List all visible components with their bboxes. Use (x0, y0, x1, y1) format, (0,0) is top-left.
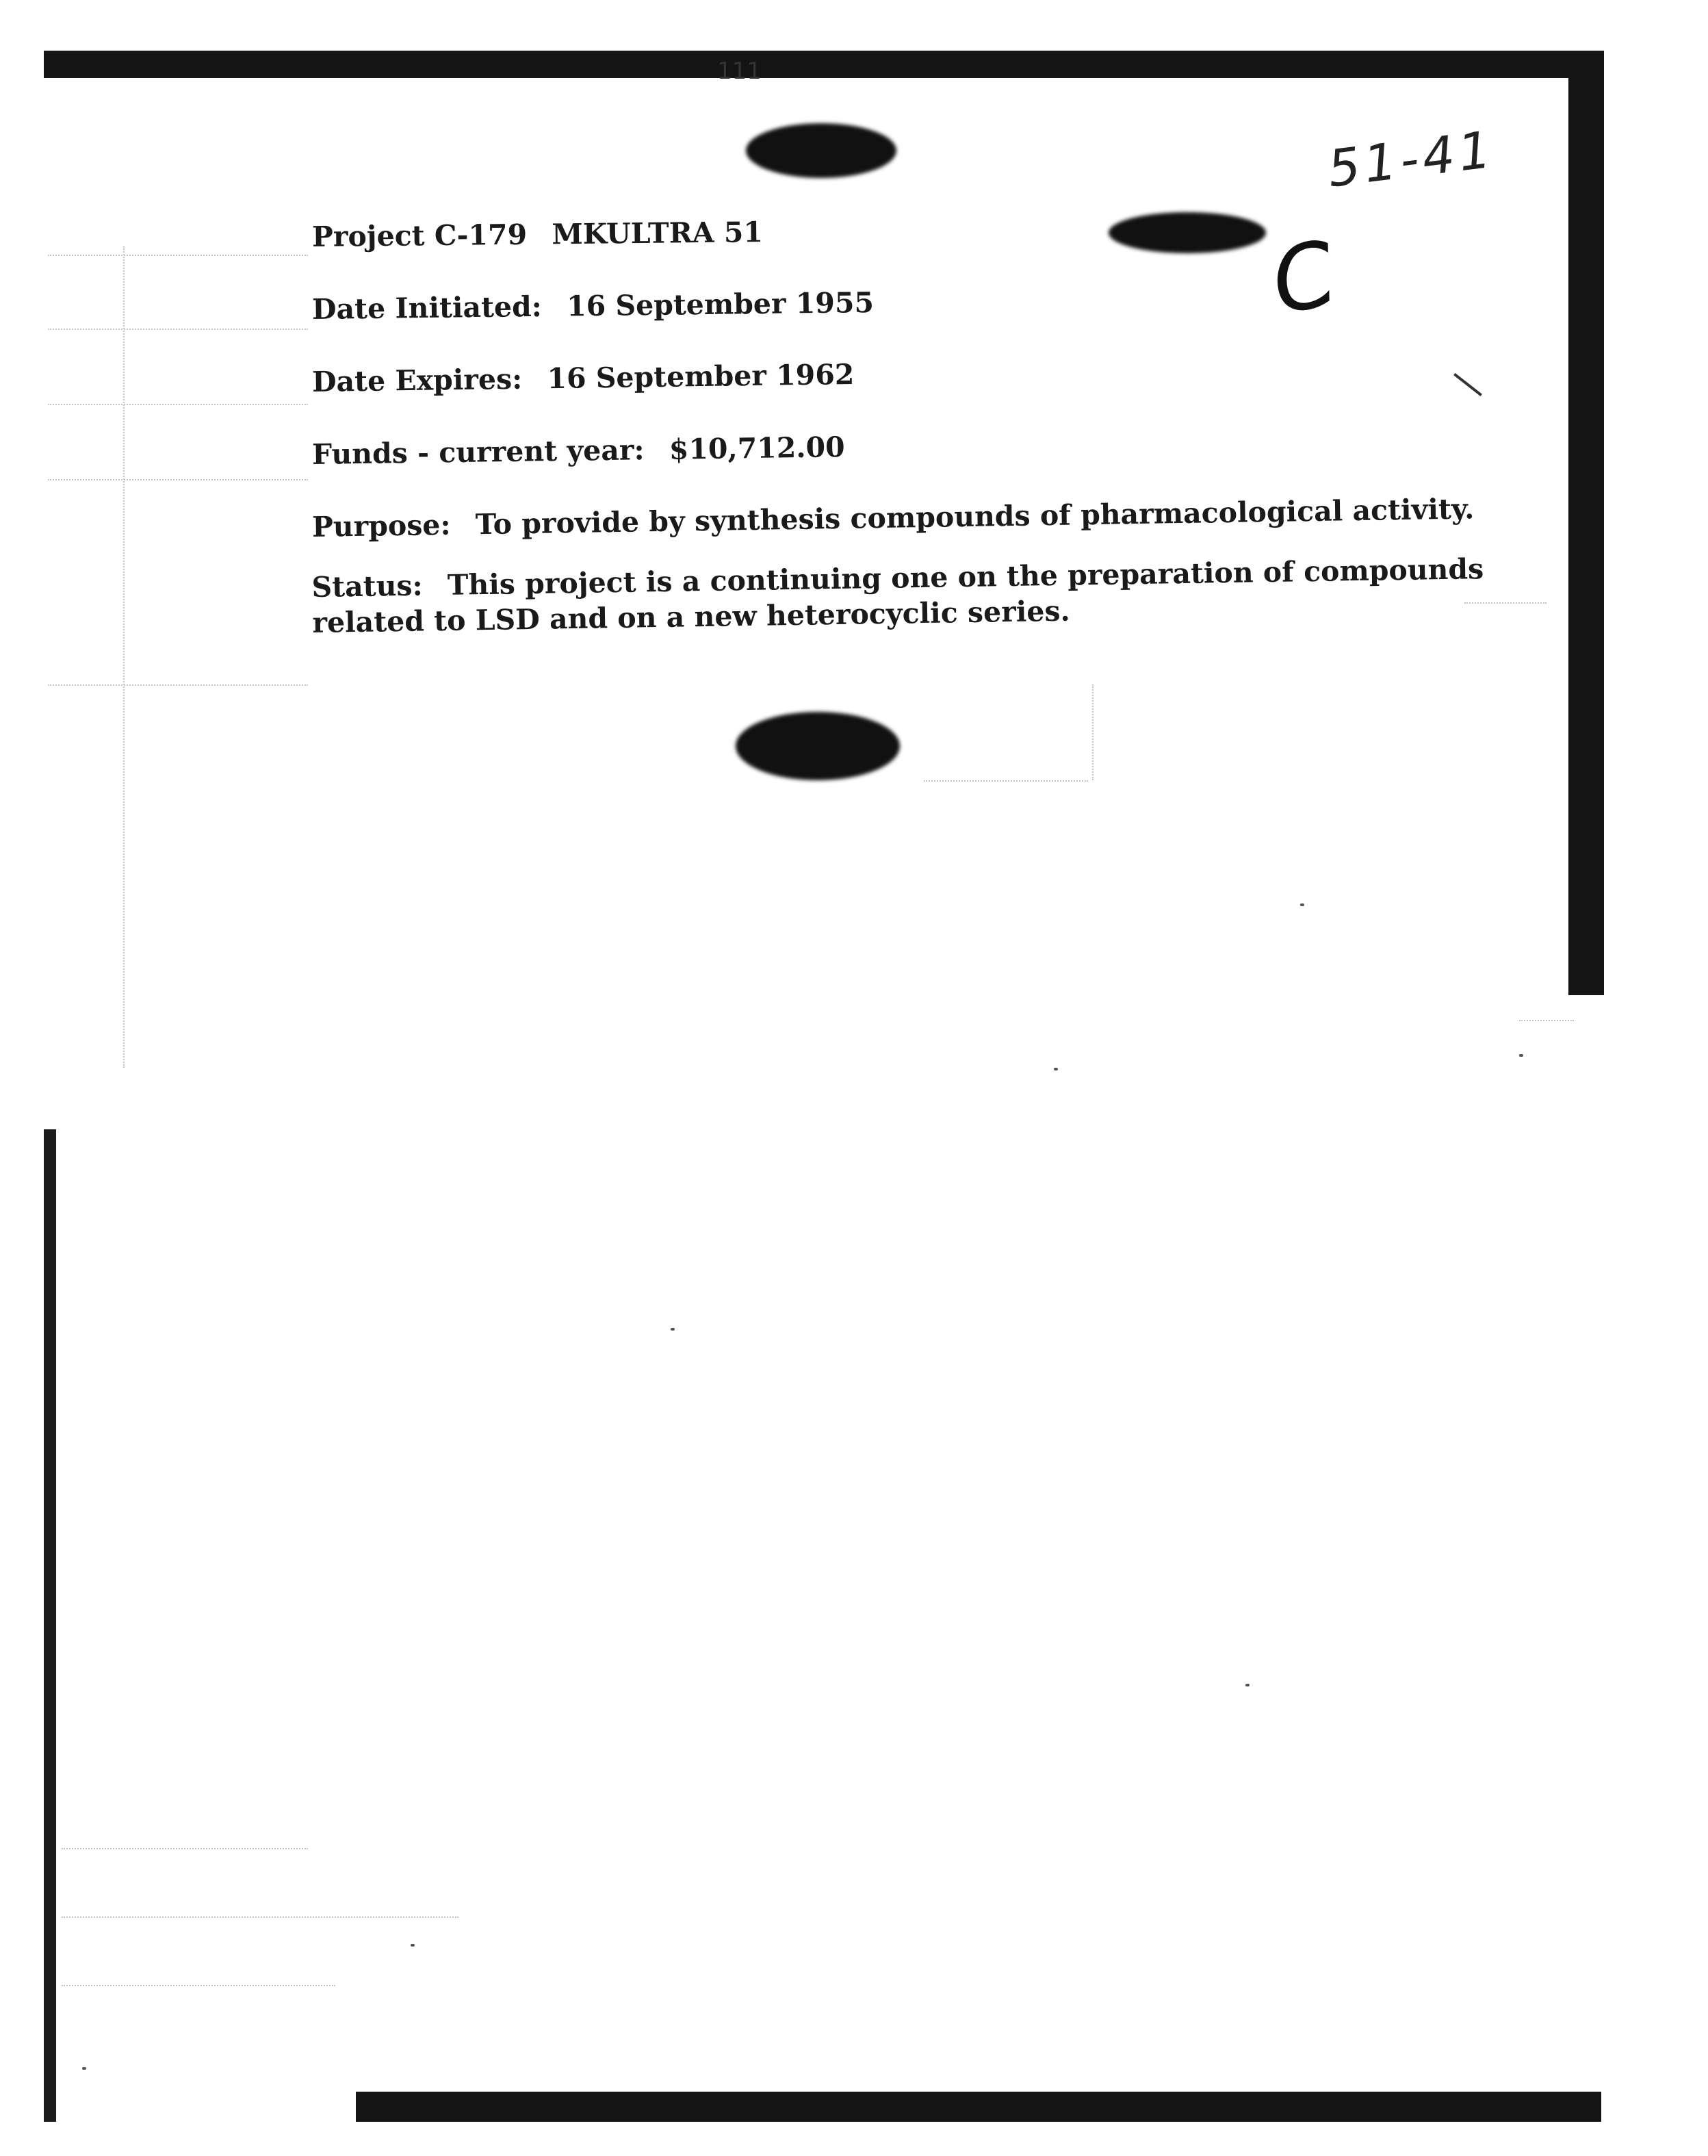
handwritten-letter: C (1263, 220, 1345, 335)
scan-speck (1519, 1054, 1523, 1057)
scan-artifact-rule (62, 1916, 458, 1918)
scan-artifact-rule (924, 780, 1088, 782)
status-label: Status: (311, 569, 424, 604)
scan-speck (1054, 1068, 1058, 1070)
scan-edge-top (44, 51, 1604, 78)
memo-body (311, 216, 1489, 665)
scan-edge-right (1568, 51, 1604, 995)
purpose-paragraph (312, 491, 1490, 545)
funds-label: Funds - current year: (311, 433, 645, 471)
scan-artifact-vrule (123, 246, 125, 1068)
date-expires-label: Date Expires: (311, 362, 523, 398)
project-value: MKULTRA 51 (552, 216, 764, 251)
project-label: Project C-179 (311, 218, 528, 253)
scan-speck (82, 2067, 86, 2070)
scan-artifact-rule (48, 329, 308, 330)
scan-edge-bottom (356, 2092, 1601, 2122)
handwritten-reference: 51-41 (1324, 120, 1499, 199)
redaction-top (746, 123, 896, 178)
date-expires-value: 16 September 1962 (547, 357, 855, 396)
purpose-text: To provide by synthesis compounds of pharmacological activity. (475, 492, 1475, 541)
funds-value: $10,712.00 (669, 431, 845, 466)
scan-speck (1300, 903, 1304, 906)
scan-speck (671, 1328, 675, 1331)
date-expires-line (312, 348, 1490, 400)
redaction-bottom (736, 712, 900, 780)
status-text: This project is a continuing one on the preparation of compounds related to LSD and on a new heterocyclic series. (312, 552, 1484, 639)
scan-edge-left (44, 1129, 56, 2122)
top-page-mark: 111 (717, 57, 762, 85)
scan-artifact-rule (48, 404, 308, 405)
scan-artifact-rule (48, 479, 308, 480)
scan-speck (1245, 1684, 1250, 1686)
date-initiated-line (312, 277, 1490, 327)
scan-artifact-rule (48, 255, 308, 256)
scan-artifact-rule (1519, 1020, 1574, 1021)
project-line (312, 207, 1489, 255)
scan-artifact-vrule (1092, 684, 1094, 780)
funds-line (312, 420, 1490, 472)
status-paragraph (311, 551, 1489, 641)
scan-artifact-rule (62, 1985, 335, 1986)
date-initiated-value: 16 September 1955 (566, 285, 875, 323)
scan-artifact-rule (62, 1848, 308, 1849)
purpose-label: Purpose: (311, 508, 451, 543)
scan-speck (411, 1944, 415, 1947)
scan-artifact-rule (48, 684, 308, 686)
date-initiated-label: Date Initiated: (311, 290, 543, 326)
